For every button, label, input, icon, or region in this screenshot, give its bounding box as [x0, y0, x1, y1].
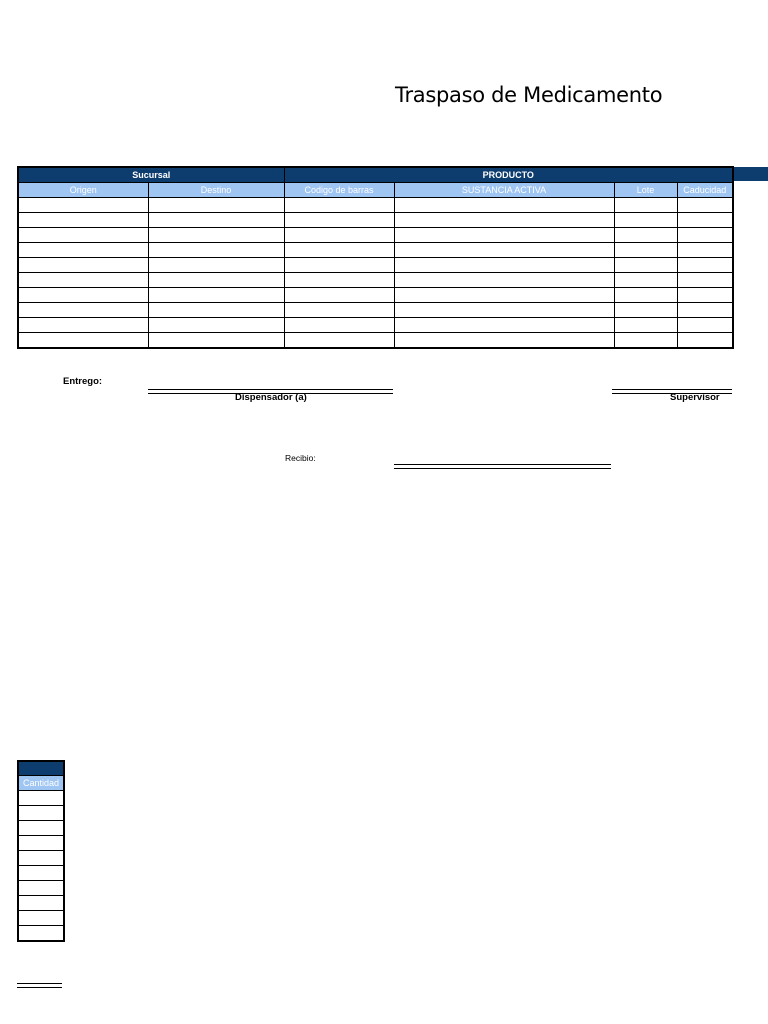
quantity-table [17, 760, 65, 942]
table-cell[interactable] [677, 288, 733, 303]
quantity-row [18, 926, 64, 942]
table-cell[interactable] [284, 258, 394, 273]
table-cell[interactable] [18, 273, 148, 288]
table-cell[interactable] [677, 198, 733, 213]
table-cell[interactable] [677, 243, 733, 258]
table-cell[interactable] [614, 198, 677, 213]
table-cell[interactable] [148, 243, 284, 258]
dispensador-label: Dispensador (a) [235, 392, 307, 403]
table-cell[interactable] [18, 333, 148, 349]
quantity-cell[interactable] [18, 896, 64, 911]
quantity-group-row [18, 761, 64, 776]
table-row [18, 228, 733, 243]
quantity-row [18, 866, 64, 881]
column-header-caducidad: Caducidad [677, 183, 733, 198]
table-cell[interactable] [614, 213, 677, 228]
table-cell[interactable] [148, 213, 284, 228]
table-cell[interactable] [394, 303, 614, 318]
column-header-codigo: Codigo de barras [284, 183, 394, 198]
table-cell[interactable] [18, 198, 148, 213]
table-cell[interactable] [148, 258, 284, 273]
table-row [18, 318, 733, 333]
table-cell[interactable] [394, 213, 614, 228]
quantity-cell[interactable] [18, 911, 64, 926]
quantity-cell[interactable] [18, 926, 64, 942]
quantity-cell[interactable] [18, 836, 64, 851]
quantity-row [18, 791, 64, 806]
table-cell[interactable] [18, 318, 148, 333]
table-cell[interactable] [614, 243, 677, 258]
quantity-row [18, 821, 64, 836]
transfer-table [17, 166, 734, 349]
group-header-producto: PRODUCTO [284, 167, 733, 183]
quantity-row [18, 806, 64, 821]
column-header-origen: Origen [18, 183, 148, 198]
table-cell[interactable] [18, 228, 148, 243]
supervisor-label: Supervisor [670, 392, 720, 403]
column-header-destino: Destino [148, 183, 284, 198]
table-cell[interactable] [394, 333, 614, 349]
column-header-sustancia: SUSTANCIA ACTIVA [394, 183, 614, 198]
table-cell[interactable] [284, 213, 394, 228]
recibio-label: Recibio: [285, 453, 316, 463]
table-cell[interactable] [394, 243, 614, 258]
table-cell[interactable] [394, 198, 614, 213]
quantity-signature-line [17, 983, 62, 988]
table-cell[interactable] [148, 318, 284, 333]
entrego-label: Entrego: [63, 376, 103, 387]
table-cell[interactable] [284, 318, 394, 333]
table-cell[interactable] [284, 243, 394, 258]
table-row [18, 273, 733, 288]
table-cell[interactable] [614, 303, 677, 318]
table-cell[interactable] [614, 273, 677, 288]
table-cell[interactable] [148, 228, 284, 243]
table-cell[interactable] [148, 288, 284, 303]
table-row [18, 333, 733, 349]
table-cell[interactable] [677, 213, 733, 228]
table-cell[interactable] [614, 228, 677, 243]
table-cell[interactable] [284, 288, 394, 303]
table-cell[interactable] [614, 258, 677, 273]
table-cell[interactable] [148, 198, 284, 213]
quantity-row [18, 836, 64, 851]
quantity-cell[interactable] [18, 866, 64, 881]
table-row [18, 213, 733, 228]
quantity-row [18, 881, 64, 896]
column-header-lote: Lote [614, 183, 677, 198]
table-cell[interactable] [18, 303, 148, 318]
table-cell[interactable] [148, 333, 284, 349]
quantity-cell[interactable] [18, 851, 64, 866]
table-cell[interactable] [677, 273, 733, 288]
table-cell[interactable] [394, 258, 614, 273]
table-cell[interactable] [614, 333, 677, 349]
quantity-cell[interactable] [18, 791, 64, 806]
quantity-cell[interactable] [18, 821, 64, 836]
quantity-cell[interactable] [18, 806, 64, 821]
quantity-row [18, 851, 64, 866]
table-cell[interactable] [18, 288, 148, 303]
quantity-header-row [18, 776, 64, 791]
table-row [18, 258, 733, 273]
table-cell[interactable] [148, 273, 284, 288]
table-cell[interactable] [394, 228, 614, 243]
table-cell[interactable] [18, 243, 148, 258]
table-cell[interactable] [284, 303, 394, 318]
column-header-cantidad: Cantidad [18, 776, 64, 791]
table-cell[interactable] [394, 273, 614, 288]
table-cell[interactable] [677, 333, 733, 349]
quantity-cell[interactable] [18, 881, 64, 896]
table-cell[interactable] [677, 228, 733, 243]
table-cell[interactable] [18, 213, 148, 228]
recibio-signature-line[interactable] [394, 464, 611, 469]
table-cell[interactable] [677, 258, 733, 273]
table-row [18, 198, 733, 213]
table-cell[interactable] [284, 228, 394, 243]
table-cell[interactable] [614, 288, 677, 303]
table-cell[interactable] [677, 303, 733, 318]
header-accent-bar [731, 167, 768, 181]
group-header-sucursal: Sucursal [18, 167, 284, 183]
page-title: Traspaso de Medicamento [395, 83, 663, 107]
quantity-group-cell [18, 761, 64, 776]
table-cell[interactable] [284, 198, 394, 213]
group-header-row [18, 167, 733, 183]
table-cell[interactable] [677, 318, 733, 333]
table-cell[interactable] [148, 303, 284, 318]
table-cell[interactable] [18, 258, 148, 273]
quantity-row [18, 911, 64, 926]
table-cell[interactable] [394, 318, 614, 333]
quantity-row [18, 896, 64, 911]
table-cell[interactable] [614, 318, 677, 333]
table-row [18, 303, 733, 318]
table-row [18, 243, 733, 258]
table-row [18, 288, 733, 303]
table-cell[interactable] [394, 288, 614, 303]
table-cell[interactable] [284, 333, 394, 349]
table-cell[interactable] [284, 273, 394, 288]
column-header-row [18, 183, 733, 198]
